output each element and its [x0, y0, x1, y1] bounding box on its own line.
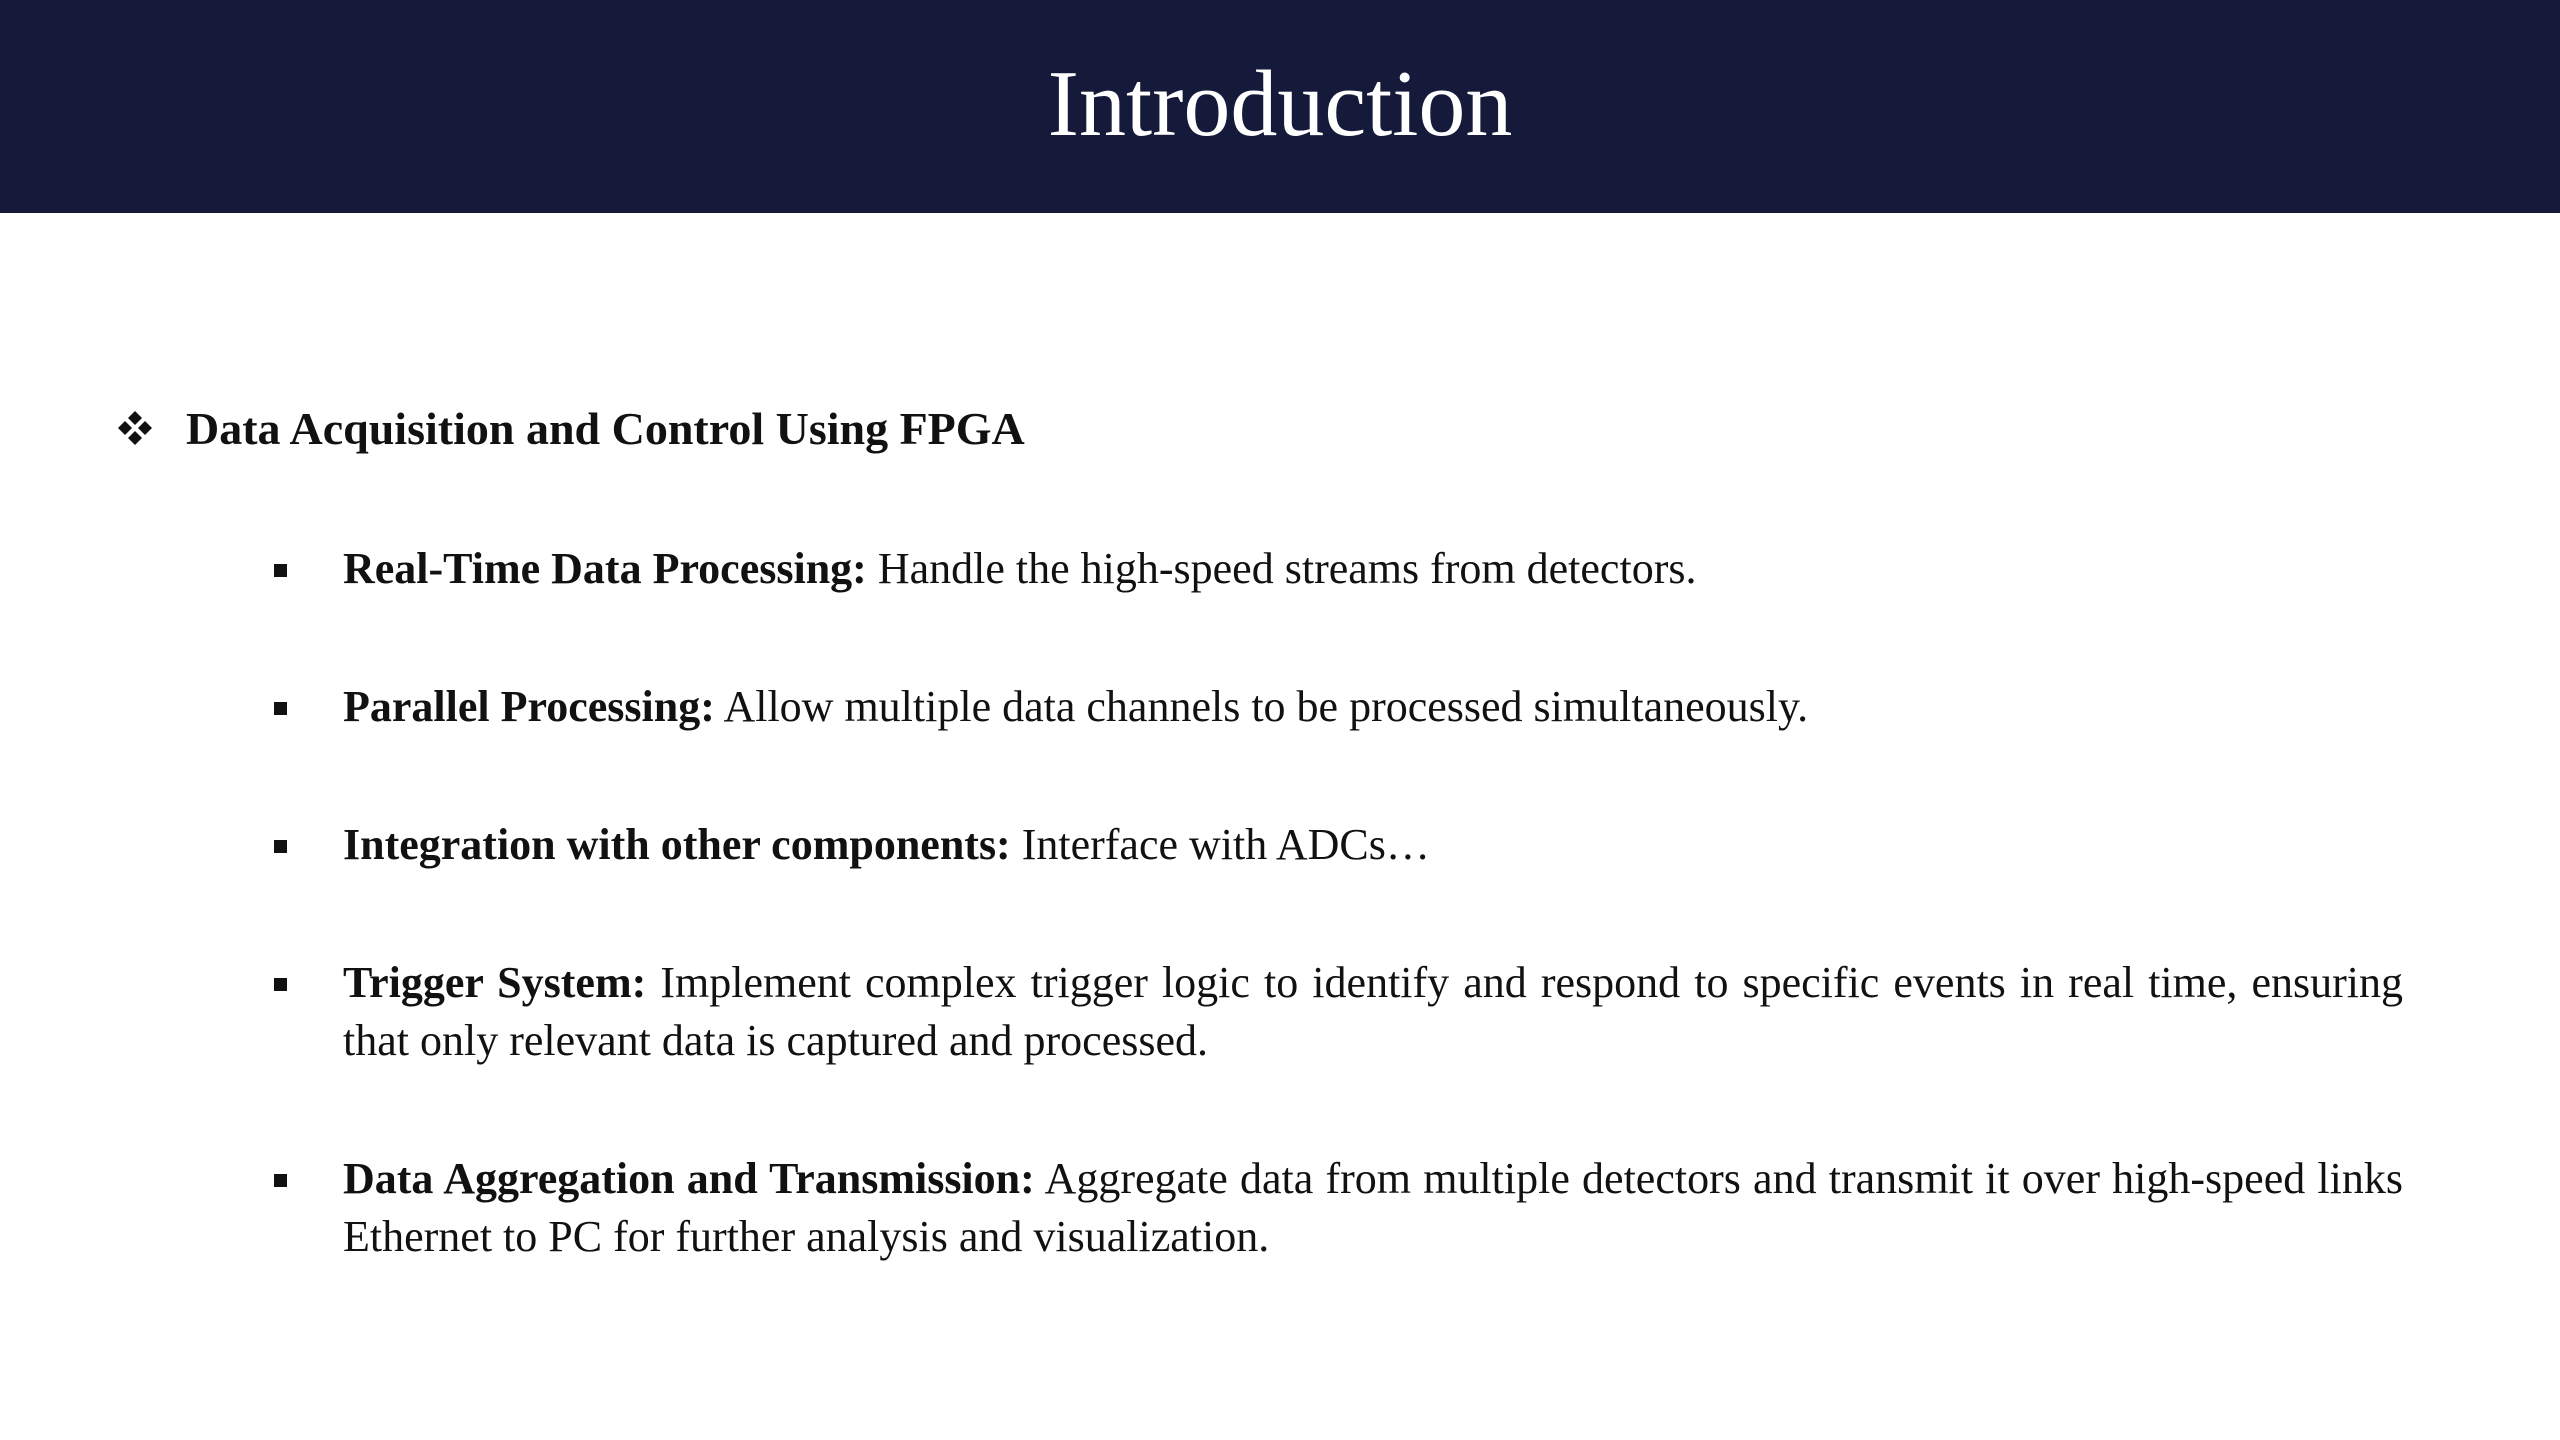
main-bullet-text: Data Acquisition and Control Using FPGA [186, 402, 1025, 454]
square-bullet-icon [274, 978, 287, 991]
sub-bullet-term: Trigger System: [343, 958, 647, 1007]
sub-bullet-text [343, 954, 2403, 1070]
sub-bullet-text [343, 1150, 2403, 1266]
square-bullet-icon [274, 564, 287, 577]
sub-bullet-description: Aggregate data from multiple detectors and transmit it over high-speed links Ethernet to PC for further analysis and visualization. [343, 1154, 2403, 1261]
sub-bullet-term: Data Aggregation and Transmission: [343, 1154, 1035, 1203]
main-bullet [112, 398, 1025, 458]
sub-bullet-description: Implement complex trigger logic to identify and respond to specific events in real time, ensuring that only relevant data is captured and processed. [343, 958, 2403, 1065]
sub-bullet-description: Interface with ADCs… [1010, 820, 1430, 869]
sub-bullet-description: Handle the high-speed streams from detectors. [866, 544, 1697, 593]
sub-bullet-term: Parallel Processing: [343, 682, 715, 731]
sub-bullet-text [343, 540, 2403, 598]
sub-bullet-text [343, 678, 2403, 736]
square-bullet-icon [274, 1174, 287, 1187]
sub-bullet-text [343, 816, 2403, 874]
page-title: Introduction [1047, 51, 1513, 156]
sub-bullet-term: Real-Time Data Processing: [343, 544, 867, 593]
title-bar [0, 0, 2560, 213]
four-diamond-bullet-icon [112, 405, 158, 451]
sub-bullet-description: Allow multiple data channels to be processed simultaneously. [714, 682, 1809, 731]
sub-bullet-term: Integration with other components: [343, 820, 1011, 869]
square-bullet-icon [274, 840, 287, 853]
square-bullet-icon [274, 702, 287, 715]
